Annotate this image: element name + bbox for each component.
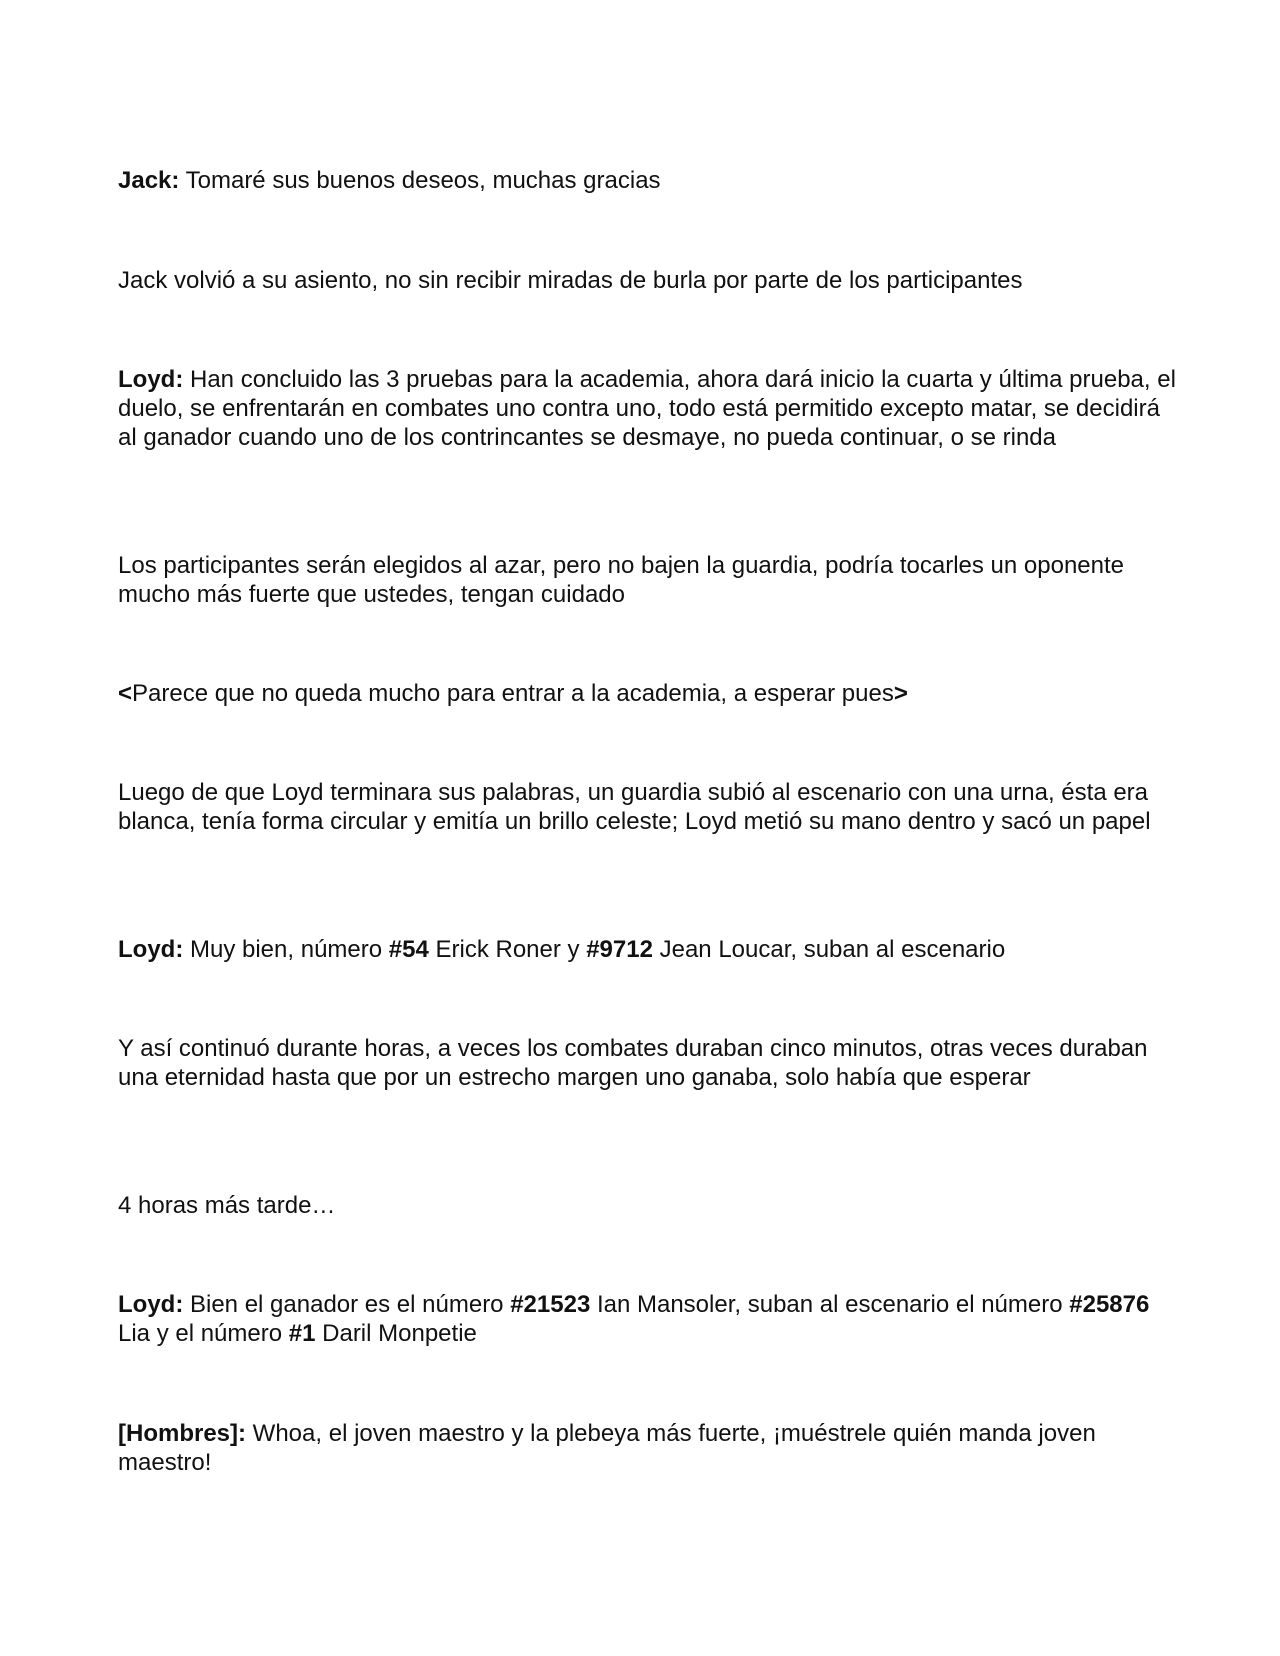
speaker-label: Jack:: [118, 167, 180, 194]
dialogue-paragraph: [118, 935, 1178, 964]
thought-text: Parece que no queda mucho para entrar a la academia, a esperar pues: [132, 680, 894, 707]
thought-paragraph: [118, 679, 1178, 708]
dialogue-paragraph: [118, 1419, 1178, 1477]
narration-text: Luego de que Loyd terminara sus palabras, un guardia subió al escenario con una urna, ésta era blanca, tenía forma circular y emitía un brillo celeste; Loyd metió su mano dentro y sacó un papel: [118, 779, 1151, 835]
narration-paragraph: [118, 266, 1178, 295]
narration-paragraph: [118, 551, 1178, 609]
narration-paragraph: [118, 778, 1178, 836]
participant-number: #1: [288, 1320, 316, 1347]
speaker-label: Loyd:: [118, 1291, 184, 1318]
dialogue-text: Ian Mansoler, suban al escenario el número: [590, 1291, 1070, 1318]
narration-paragraph: [118, 1191, 1178, 1220]
dialogue-text: Jean Loucar, suban al escenario: [652, 936, 1006, 963]
thought-close-bracket: >: [893, 680, 908, 707]
dialogue-text: Bien el ganador es el número: [183, 1291, 511, 1318]
dialogue-text: Whoa, el joven maestro y la plebeya más fuerte, ¡muéstrele quién manda joven maestro!: [118, 1420, 1096, 1476]
dialogue-text: Daril Monpetie: [315, 1320, 477, 1347]
participant-number: #9712: [586, 936, 653, 963]
dialogue-paragraph: [118, 365, 1178, 452]
dialogue-text: Lia y el número: [118, 1320, 289, 1347]
narration-text: Y así continuó durante horas, a veces los combates duraban cinco minutos, otras veces duraban una eternidad hasta que por un estrecho margen uno ganaba, solo había que esperar: [118, 1035, 1148, 1091]
speaker-label: Loyd:: [118, 366, 184, 393]
narration-paragraph: [118, 1034, 1178, 1092]
thought-open-bracket: <: [118, 680, 133, 707]
dialogue-text: Tomaré sus buenos deseos, muchas gracias: [179, 167, 661, 194]
dialogue-text: Muy bien, número: [183, 936, 389, 963]
participant-number: #21523: [510, 1291, 591, 1318]
dialogue-text: Han concluido las 3 pruebas para la academia, ahora dará inicio la cuarta y última prueba, el duelo, se enfrentarán en combates uno contra uno, todo está permitido excepto matar, se decidirá al ganador cuando uno de los contrincantes se desmaye, no pueda continuar, o se rinda: [118, 366, 1176, 451]
narration-text: 4 horas más tarde…: [118, 1192, 336, 1219]
speaker-label: [Hombres]:: [118, 1420, 247, 1447]
dialogue-text: Erick Roner y: [428, 936, 587, 963]
narration-text: Los participantes serán elegidos al azar, pero no bajen la guardia, podría tocarles un oponente mucho más fuerte que ustedes, tengan cuidado: [118, 552, 1125, 608]
speaker-label: Loyd:: [118, 936, 184, 963]
dialogue-paragraph: [118, 166, 1178, 195]
participant-number: #25876: [1069, 1291, 1150, 1318]
dialogue-paragraph: [118, 1290, 1178, 1348]
participant-number: #54: [388, 936, 429, 963]
narration-text: Jack volvió a su asiento, no sin recibir miradas de burla por parte de los participantes: [118, 267, 1023, 294]
